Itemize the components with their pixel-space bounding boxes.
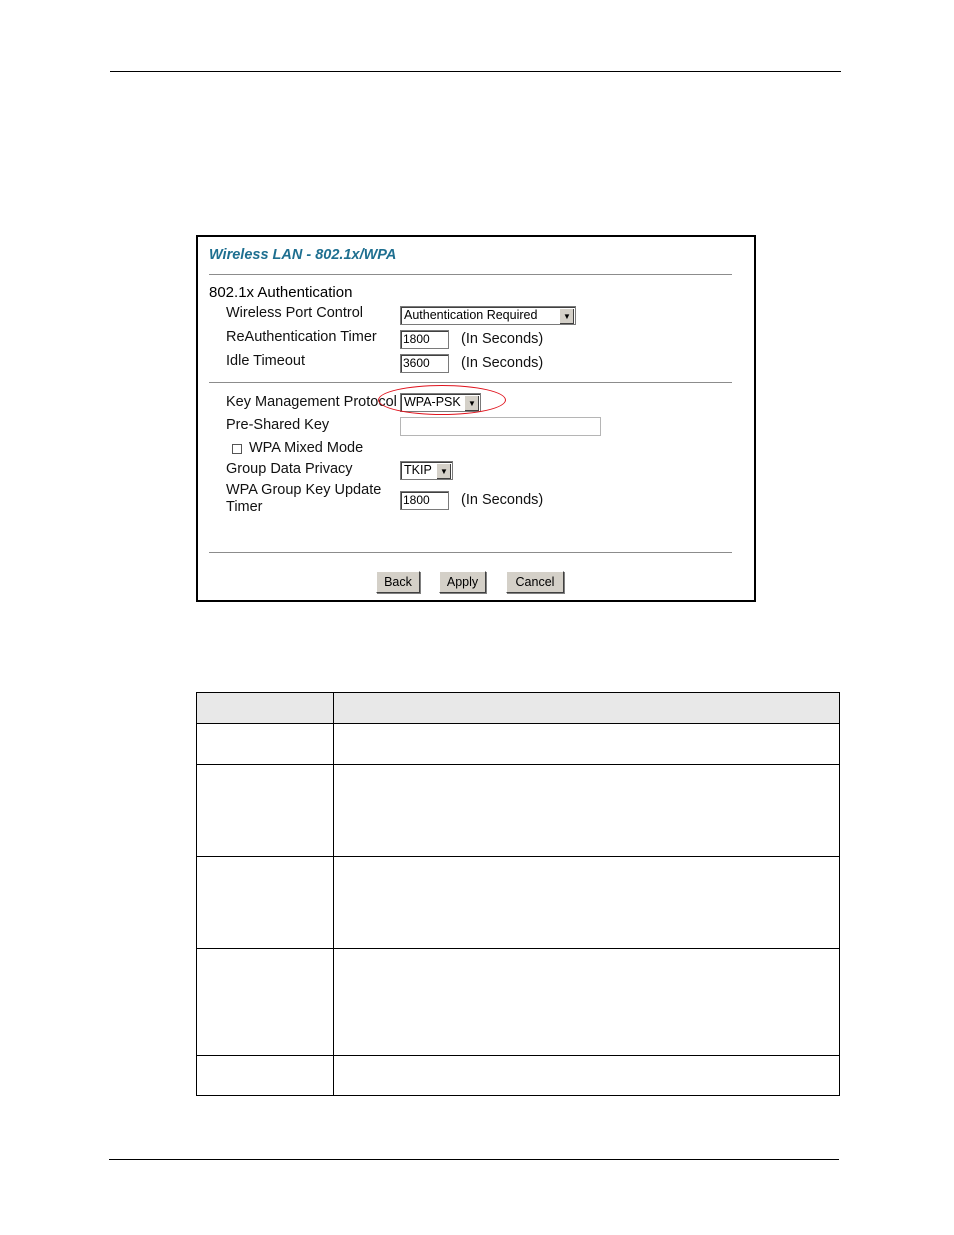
description-table xyxy=(196,692,840,1096)
group-key-update-timer-label-line1: WPA Group Key Update xyxy=(226,482,382,498)
group-key-update-timer-input[interactable]: 1800 xyxy=(400,491,449,510)
idle-timeout-label: Idle Timeout xyxy=(226,353,305,369)
table-row xyxy=(197,857,840,949)
divider xyxy=(209,382,732,383)
key-management-protocol-value: WPA-PSK xyxy=(404,395,461,409)
table-cell xyxy=(334,765,840,857)
reauth-timer-unit: (In Seconds) xyxy=(461,331,544,347)
table-cell xyxy=(197,949,334,1056)
highlight-ellipse xyxy=(378,385,506,415)
wireless-port-control-value: Authentication Required xyxy=(404,308,538,322)
panel-title: Wireless LAN - 802.1x/WPA xyxy=(209,247,397,263)
reauth-timer-label: ReAuthentication Timer xyxy=(226,329,377,345)
group-key-update-timer-label-line2: Timer xyxy=(226,499,263,515)
table-header-cell xyxy=(334,693,840,724)
wpa-mixed-mode-label: WPA Mixed Mode xyxy=(249,440,364,456)
screenshot-panel xyxy=(196,235,756,602)
chevron-down-icon[interactable]: ▼ xyxy=(464,395,479,411)
wireless-port-control-label: Wireless Port Control xyxy=(226,305,363,321)
table-row xyxy=(197,949,840,1056)
wireless-port-control-select[interactable] xyxy=(400,306,576,325)
divider xyxy=(209,552,732,553)
cancel-button[interactable]: Cancel xyxy=(506,571,564,593)
reauth-timer-input[interactable]: 1800 xyxy=(400,330,449,349)
table-row xyxy=(197,765,840,857)
apply-button[interactable]: Apply xyxy=(439,571,486,593)
table-cell xyxy=(334,724,840,765)
table-cell xyxy=(197,1056,334,1096)
pre-shared-key-label: Pre-Shared Key xyxy=(226,417,330,433)
wpa-mixed-mode-checkbox[interactable] xyxy=(232,444,242,454)
table-header-cell xyxy=(197,693,334,724)
chevron-down-icon[interactable]: ▼ xyxy=(436,463,451,479)
group-data-privacy-value: TKIP xyxy=(404,463,432,477)
header-rule xyxy=(110,71,841,72)
pre-shared-key-input[interactable] xyxy=(400,417,601,436)
table-cell xyxy=(197,857,334,949)
divider xyxy=(209,274,732,275)
key-management-protocol-label: Key Management Protocol xyxy=(226,394,397,410)
back-button[interactable]: Back xyxy=(376,571,420,593)
table-row xyxy=(197,724,840,765)
table-row xyxy=(197,1056,840,1096)
group-data-privacy-label: Group Data Privacy xyxy=(226,461,353,477)
section-heading: 802.1x Authentication xyxy=(209,284,353,301)
table-cell xyxy=(334,1056,840,1096)
group-data-privacy-select[interactable] xyxy=(400,461,453,480)
table-header-row xyxy=(197,693,840,724)
group-key-update-timer-unit: (In Seconds) xyxy=(461,492,544,508)
table-cell xyxy=(197,765,334,857)
footer-rule xyxy=(109,1159,839,1160)
idle-timeout-input[interactable]: 3600 xyxy=(400,354,449,373)
chevron-down-icon[interactable]: ▼ xyxy=(559,308,574,324)
table-cell xyxy=(334,949,840,1056)
idle-timeout-unit: (In Seconds) xyxy=(461,355,544,371)
table-cell xyxy=(334,857,840,949)
table-cell xyxy=(197,724,334,765)
